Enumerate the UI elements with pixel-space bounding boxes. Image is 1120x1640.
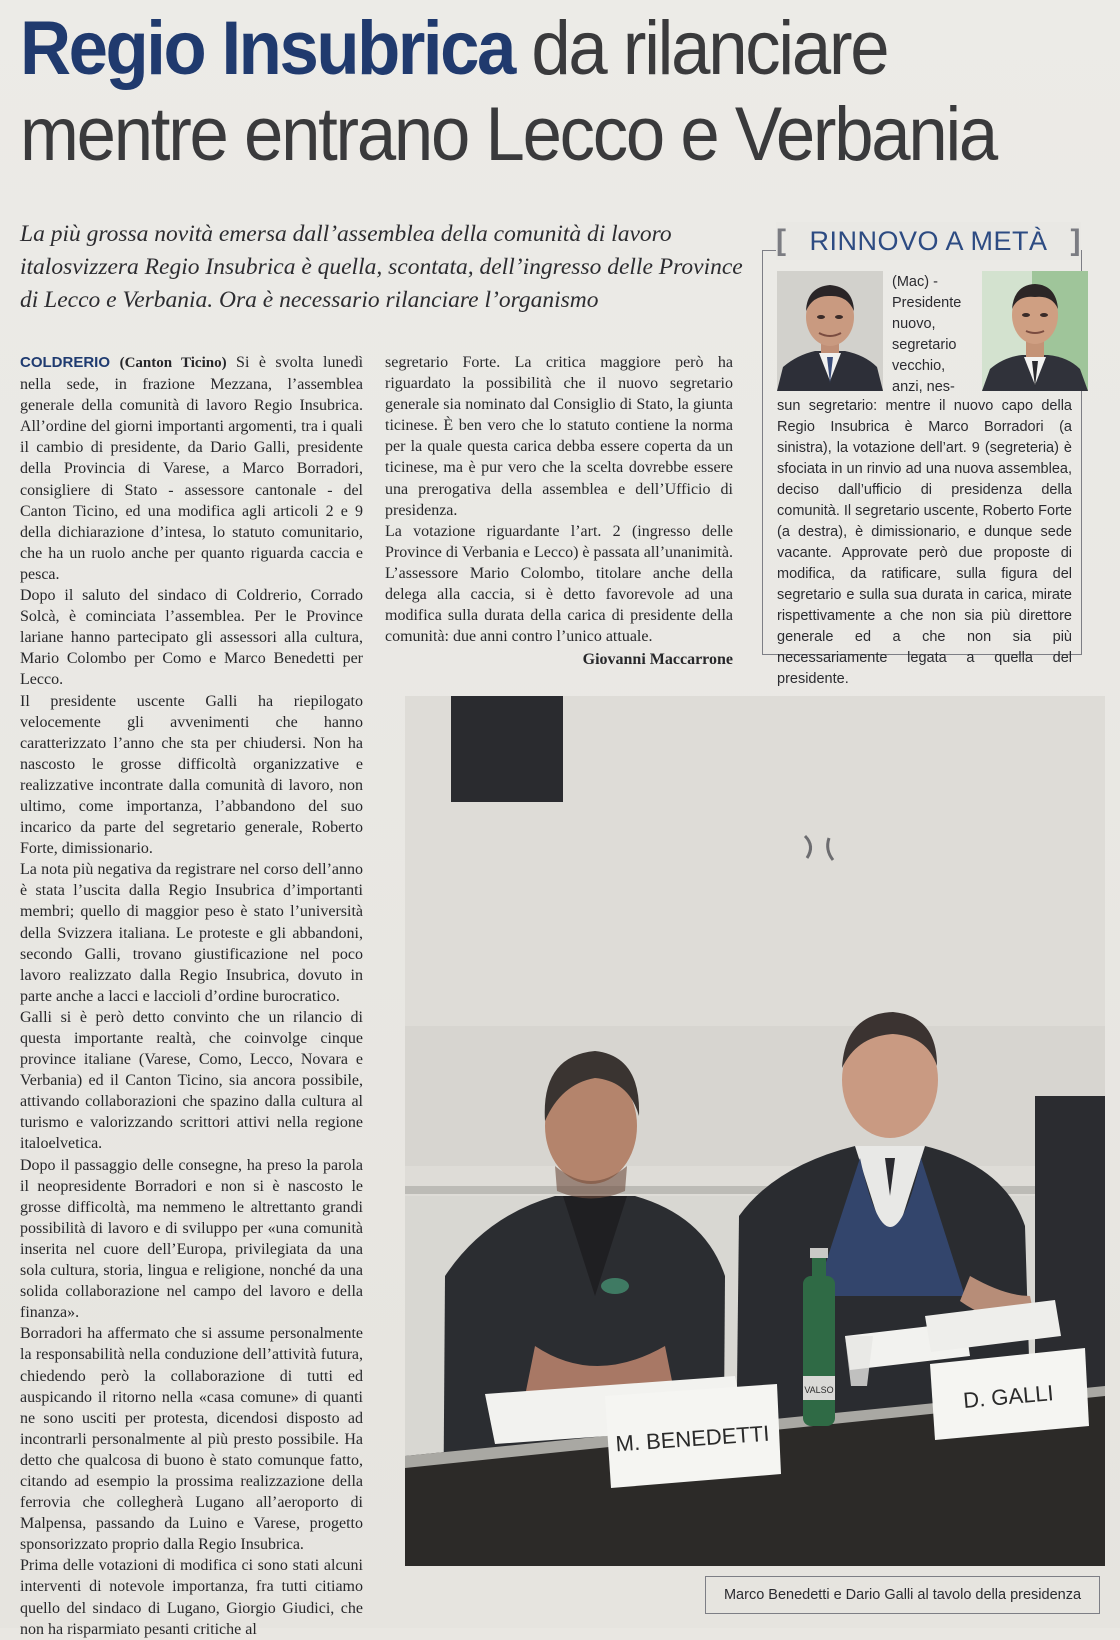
bracket-right-icon: ]: [1070, 224, 1081, 257]
article-paragraph: segretario Forte. La critica maggiore però ha riguardato la possibilità che il nuovo segretario generale sia nominato dal Consiglio di Stato, la giunta ticinese. È ben vero che lo statuto contiene la norma per la quale questa carica debba essere coperta da un ticinese, ma è pur vero che la scelta dovrebbe essere una prerogativa della assemblea e dell’Ufficio di presidenza.: [385, 354, 733, 519]
dateline: COLDRERIO (Canton Ticino): [20, 354, 227, 371]
lead-paragraph: La più grossa novità emersa dall’assemblea della comunità di lavoro italosvizzera Regio Insubrica è quella, scontata, dell’ingresso delle Province di Lecco e Verbania. Ora è necessario rilanciare l’organismo: [20, 221, 743, 313]
photo-caption: Marco Benedetti e Dario Galli al tavolo della presidenza: [705, 1576, 1100, 1614]
article-paragraph: La votazione riguardante l’art. 2 (ingresso delle Province di Verbania e Lecco) è passata all’unanimità. L’assessore Mario Colombo, titolare anche della delega alla caccia, si è detto favorevole ad una modifica sulla durata della carica di presidente della comunità: due anni contro l’unico attuale.: [385, 522, 734, 646]
sidebar-text-beside: (Mac) - Presidente nuovo, segretario vecchio, anzi, nes-: [892, 274, 962, 395]
headline: [20, 6, 1034, 178]
bottle-label: VALSO: [804, 1385, 834, 1395]
headline-line-2: mentre entrano Lecco e Verbania: [20, 92, 997, 177]
nameplate-benedetti: M. BENEDETTI: [614, 1420, 771, 1457]
sidebar-text-below: sun segretario: mentre il nuovo capo della Regio Insubrica è Marco Borradori (a sinistra), la votazione dell’art. 9 (segreteria) è sfociata in un rinvio ad una nuova assemblea, deciso dall’ufficio di presidenza della comunità. Il segretario uscente, Roberto Forte (a destra), è dimissionario, e dunque sede vacante. Approvate però due proposte di modifica, da ratificare, sulla figura del segretario e sulla sua durata in carica, mirate rispettivamente a che non sia più direttore generale ed a che non sia più necessariamente legata a quella del presidente.: [777, 398, 1072, 687]
article-paragraph: La nota più negativa da registrare nel corso dell’anno è stata l’uscita dalla Regio Insubrica d’importanti membri; quello di maggior peso è stato l’università della Svizzera italiana. Le proteste e gli abbandoni, secondo Galli, trovano giustificazione nel poco lavoro realizzato dalla Regio Insubrica, dovuto in parte anche a lacci e laccioli d’ordine burocratico.: [20, 861, 363, 1005]
article-paragraph: Borradori ha affermato che si assume personalmente la responsabilità nella conduzione dell’attività futura, chiedendo però la collaborazione di tutti ed auspicando il ritorno nella «casa comune» di quanti ne sono usciti per protesta, dicendosi disposto ad incontrarli personalmente al più presto possibile. Ha detto che qualcosa di buono è stato comunque fatto, citando ad esempio la prossima realizzazione della ferrovia che collegherà Lugano all’aeroporto di Malpensa, passando da Luino e Varese, progetto sponsorizzato proprio dalla Regio Insubrica.: [20, 1325, 363, 1554]
bracket-left-icon: [: [776, 224, 787, 257]
main-photo: [405, 696, 1105, 1566]
portrait-borradori: [777, 271, 883, 391]
nameplate-galli: D. GALLI: [962, 1380, 1055, 1413]
article-column-2: [385, 352, 733, 670]
article-paragraph: Galli si è però detto convinto che un rilancio di questa importante realtà, che coinvolge cinque province italiane (Varese, Como, Lecco, Novara e Verbania) ed il Canton Ticino, sia ancora possibile, attivando collaborazioni che spazino dalla cultura al turismo e valorizzando scrittori attivi nella regione italoelvetica.: [20, 1008, 363, 1153]
author-signature: Giovanni Maccarrone: [582, 651, 733, 669]
article-column-1: [20, 352, 363, 1640]
article-paragraph: Prima delle votazioni di modifica ci sono stati alcuni interventi di notevole importanza, fra tutti citiamo quello del sindaco di Lugano, Giorgio Giudici, che non ha risparmiato pesanti critiche al: [20, 1557, 363, 1638]
article-paragraph: Dopo il saluto del sindaco di Coldrerio, Corrado Solcà, è cominciata l’assemblea. Per le Province lariane hanno partecipato gli assessori alla cultura, Mario Colombo per Como e Marco Benedetti per Lecco.: [20, 587, 363, 689]
headline-highlight: Regio Insubrica: [20, 6, 514, 91]
portrait-forte: [982, 271, 1088, 391]
article-paragraph: COLDRERIO (Canton Ticino) Si è svolta lunedì nella sede, in frazione Mezzana, l’assemblea generale della comunità di lavoro Regio Insubrica. All’ordine del giorni importanti argomenti, tra i quali il cambio di presidente, da Dario Galli, presidente della Provincia di Varese, a Marco Borradori, consigliere di Stato - assessore cantonale - del Canton Ticino, ed una modifica agli articoli 2 e 9 della dichiarazione d’intesa, lo statuto comunitario, che ha un ruolo anche per quanto riguarda caccia e pesca.: [20, 354, 364, 583]
article-paragraph: Dopo il passaggio delle consegne, ha preso la parola il neopresidente Borradori e non si è nascosto le grosse difficoltà, ma nemmeno le altrettanto grandi possibilità di lavoro e di sviluppo per «una comunità inserita nel cuore dell’Europa, privilegiata da una sola cultura, storia, lingua e religione, nonché da una solida collaborazione nel campo del lavoro e della finanza».: [20, 1156, 363, 1322]
headline-rest: da rilanciare: [513, 6, 888, 91]
sidebar-title: [ RINNOVO A METÀ ]: [776, 222, 1081, 260]
article-paragraph: Il presidente uscente Galli ha riepilogato velocemente gli avvenimenti che hanno caratterizzato l’anno che sta per chiudersi. Non ha nascosto le grosse difficoltà organizzative e realizzative incontrate dalla comunità di lavoro, non ultimo, come importanza, l’abbandono del suo incarico da parte del segretario generale, Roberto Forte, dimissionario.: [20, 692, 363, 858]
